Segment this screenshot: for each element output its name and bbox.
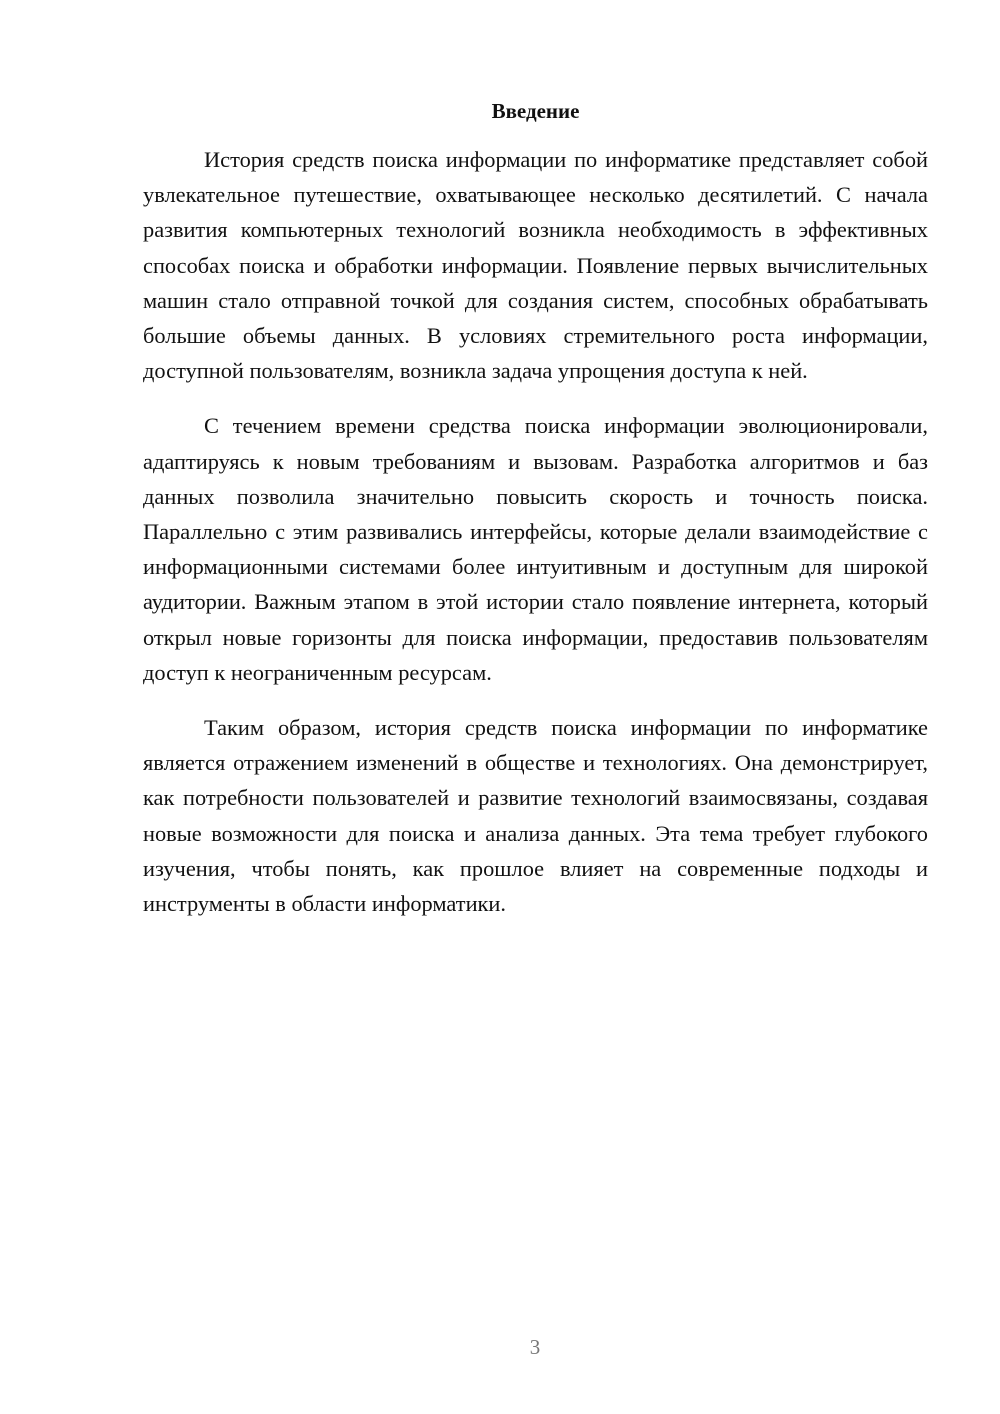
page-number: 3 bbox=[529, 1335, 541, 1359]
section-heading: Введение bbox=[491, 99, 580, 123]
paragraph-3: Таким образом, история средств поиска информации по информатике является отражением изменений в обществе и технологиях. Она демонстрирует, как потребности пользователей и развитие технологий взаимосвязаны, создавая новые возможности для поиска и анализа данных. Эта тема требует глубокого изучения, чтобы понять, как прошлое влияет на современные подходы и инструменты в области информатики. bbox=[143, 715, 928, 917]
paragraph-1: История средств поиска информации по информатике представляет собой увлекательное путешествие, охватывающее несколько десятилетий. С начала развития компьютерных технологий возникла необходимость в эффективных способах поиска и обработки информации. Появление первых вычислительных машин стало отправной точкой для создания систем, способных обрабатывать большие объемы данных. В условиях стремительного роста информации, доступной пользователям, возникла задача упрощения доступа к ней. bbox=[143, 147, 928, 384]
paragraph-2: С течением времени средства поиска информации эволюционировали, адаптируясь к новым требованиям и вызовам. Разработка алгоритмов и баз данных позволила значительно повысить скорость и точность поиска. Параллельно с этим развивались интерфейсы, которые делали взаимодействие с информационными системами более интуитивным и доступным для широкой аудитории. Важным этапом в этой истории стало появление интернета, который открыл новые горизонты для поиска информации, предоставив пользователям доступ к неограниченным ресурсам. bbox=[143, 413, 928, 685]
body-text bbox=[143, 142, 928, 941]
